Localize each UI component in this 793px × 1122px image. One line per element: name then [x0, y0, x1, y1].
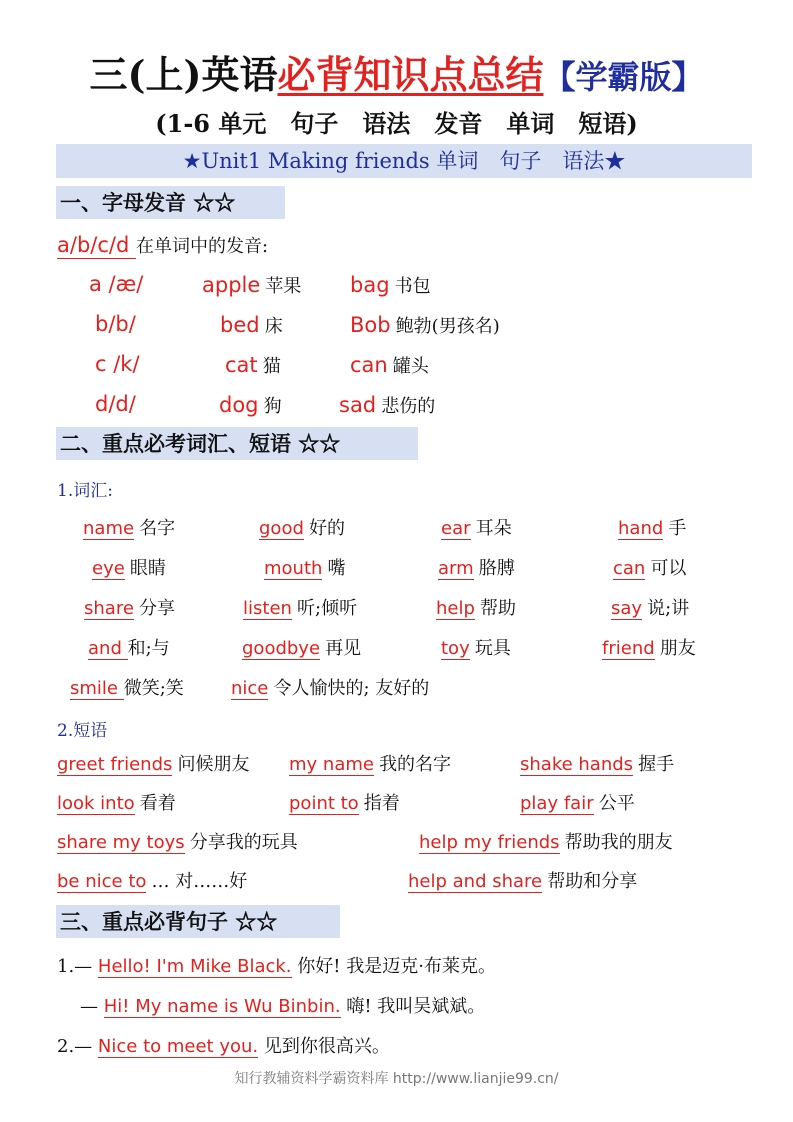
phrase-cn: … 对……好 [151, 871, 248, 892]
vocab-cn: 手 [668, 518, 687, 539]
vocab-cn: 再见 [325, 638, 362, 659]
sentence-row [57, 952, 496, 978]
phonics-word [225, 352, 281, 378]
vocab-item [88, 634, 170, 660]
phrase-item [419, 828, 673, 854]
vocab-cn: 和;与 [127, 638, 170, 659]
phrase-en: play fair [520, 793, 594, 814]
sentence-prefix: 1.— [57, 956, 93, 977]
vocab-item [441, 634, 511, 660]
phrase-cn: 帮助我的朋友 [564, 832, 673, 853]
phrase-cn: 看着 [139, 793, 176, 814]
section-heading-sentences: 三、重点必背句子 ☆☆ [56, 905, 340, 938]
sentence-row [80, 992, 485, 1018]
subtitle: (1-6 单元 句子 语法 发音 单词 短语) [155, 109, 638, 138]
sentence-en: Nice to meet you. [97, 1036, 259, 1057]
phonics-word [220, 312, 283, 338]
phonics-word-cn: 罐头 [392, 356, 429, 377]
vocab-item [611, 594, 689, 620]
vocab-item [613, 554, 686, 580]
sentence-prefix: 2.— [57, 1036, 93, 1057]
vocab-en: hand [618, 518, 664, 539]
phonics-word-en: dog [219, 393, 259, 417]
phonics-word-cn: 猫 [262, 356, 281, 377]
phonics-word-en: sad [339, 393, 377, 417]
vocab-en: can [613, 558, 646, 579]
vocab-en: eye [92, 558, 125, 579]
letter-intro-text: 在单词中的发音: [135, 236, 269, 257]
vocab-item [92, 554, 166, 580]
phonics-word-cn: 苹果 [265, 276, 302, 297]
phrase-item [408, 867, 637, 893]
vocab-item [618, 514, 686, 540]
phonics-sound: a /æ/ [89, 272, 144, 296]
vocab-item [436, 594, 516, 620]
title-highlight: 必背知识点总结 [277, 52, 544, 97]
vocab-cn: 胳膊 [478, 558, 515, 579]
phrase-en: be nice to [57, 871, 147, 892]
vocab-en: goodbye [242, 638, 321, 659]
phrase-en: share my toys [57, 832, 185, 853]
phrase-item [57, 828, 298, 854]
phonics-word [202, 272, 301, 298]
phonics-sound: b/b/ [95, 312, 136, 336]
phrase-en: my name [289, 754, 374, 775]
page-title [0, 44, 793, 99]
vocab-en: smile [70, 678, 124, 699]
vocab-cn: 帮助 [480, 598, 517, 619]
vocab-en: share [84, 598, 134, 619]
phonics-sound: c /k/ [95, 352, 140, 376]
vocab-cn: 可以 [650, 558, 687, 579]
vocab-en: arm [438, 558, 474, 579]
phonics-word-en: bed [220, 313, 260, 337]
sentence-row [57, 1032, 390, 1058]
phrase-item [57, 750, 249, 776]
phrase-en: point to [289, 793, 359, 814]
phonics-word [219, 392, 282, 418]
vocab-item [438, 554, 515, 580]
vocab-item [602, 634, 696, 660]
section-heading-letter-sounds: 一、字母发音 ☆☆ [56, 186, 285, 219]
vocab-item [259, 514, 345, 540]
sentence-cn: 你好! 我是迈克·布莱克。 [297, 956, 496, 977]
footer-watermark: 知行教辅资料学霸资料库 http://www.lianjie99.cn/ [234, 1071, 559, 1087]
phonics-word-en: bag [350, 273, 390, 297]
phonics-word-cn: 书包 [394, 276, 431, 297]
phrase-en: greet friends [57, 754, 173, 775]
phonics-sound: d/d/ [95, 392, 136, 416]
sentence-prefix: — [80, 996, 98, 1017]
vocab-en: and [88, 638, 128, 659]
phonics-word [339, 392, 435, 418]
unit-banner: ★Unit1 Making friends 单词 句子 语法★ [56, 144, 752, 178]
phrase-en: help and share [408, 871, 543, 892]
vocab-item [264, 554, 346, 580]
phrase-cn: 公平 [598, 793, 635, 814]
vocab-en: nice [231, 678, 269, 699]
vocab-cn: 说;讲 [647, 598, 690, 619]
phrase-en: shake hands [520, 754, 634, 775]
vocab-item [242, 634, 361, 660]
vocab-cn: 微笑;笑 [123, 678, 184, 699]
phrase-item [57, 789, 176, 815]
vocab-item [70, 674, 184, 700]
vocab-cn: 名字 [139, 518, 176, 539]
phonics-word [350, 272, 431, 298]
vocab-en: good [259, 518, 304, 539]
phonics-word-cn: 床 [264, 316, 283, 337]
section-heading-vocab: 二、重点必考词汇、短语 ☆☆ [56, 427, 418, 460]
vocab-en: help [436, 598, 475, 619]
phrase-item [57, 867, 247, 893]
phonics-word-en: apple [202, 273, 261, 297]
vocab-cn: 听;倾听 [297, 598, 358, 619]
vocab-cn: 令人愉快的; 友好的 [273, 678, 430, 699]
vocab-en: mouth [264, 558, 323, 579]
vocab-item [84, 594, 175, 620]
phonics-word [350, 352, 429, 378]
vocab-cn: 好的 [308, 518, 345, 539]
vocab-item [243, 594, 357, 620]
vocab-cn: 玩具 [474, 638, 511, 659]
phrase-cn: 握手 [638, 754, 675, 775]
phonics-word-cn: 鲍勃(男孩名) [395, 316, 500, 337]
sentence-en: Hi! My name is Wu Binbin. [103, 996, 341, 1017]
vocab-item [441, 514, 512, 540]
phrase-cn: 问候朋友 [177, 754, 250, 775]
phonics-word [350, 312, 500, 338]
vocab-item [83, 514, 175, 540]
vocab-en: name [83, 518, 135, 539]
vocab-cn: 朋友 [659, 638, 696, 659]
phrase-cn: 指着 [363, 793, 400, 814]
vocab-en: listen [243, 598, 292, 619]
sentence-en: Hello! I'm Mike Black. [97, 956, 292, 977]
letter-intro-letters: a/b/c/d [57, 233, 136, 257]
phrase-cn: 我的名字 [379, 754, 452, 775]
phrase-item [520, 789, 635, 815]
vocab-item [231, 674, 429, 700]
letter-intro [57, 232, 268, 258]
phonics-word-en: Bob [350, 313, 391, 337]
phrase-item [289, 750, 451, 776]
vocab-cn: 嘴 [327, 558, 346, 579]
vocab-en: toy [441, 638, 470, 659]
phrase-cn: 分享我的玩具 [189, 832, 298, 853]
phonics-word-en: cat [225, 353, 258, 377]
vocab-cn: 耳朵 [475, 518, 512, 539]
vocab-en: ear [441, 518, 471, 539]
phrase-en: help my friends [419, 832, 560, 853]
phrase-item [289, 789, 400, 815]
phrase-en: look into [57, 793, 135, 814]
title-edition: 【学霸版】 [543, 58, 704, 96]
vocab-cn: 分享 [139, 598, 175, 619]
phonics-word-cn: 悲伤的 [381, 396, 436, 417]
phrase-item [520, 750, 674, 776]
vocab-en: friend [602, 638, 655, 659]
vocab-label: 1.词汇: [57, 481, 113, 501]
vocab-cn: 眼睛 [129, 558, 166, 579]
phonics-word-en: can [350, 353, 388, 377]
phrases-label: 2.短语 [57, 721, 108, 741]
phonics-word-cn: 狗 [263, 396, 282, 417]
vocab-en: say [611, 598, 643, 619]
sentence-cn: 嗨! 我叫吴斌斌。 [346, 996, 486, 1017]
title-main: 三(上)英语 [89, 52, 278, 97]
sentence-cn: 见到你很高兴。 [263, 1036, 390, 1057]
phrase-cn: 帮助和分享 [547, 871, 638, 892]
